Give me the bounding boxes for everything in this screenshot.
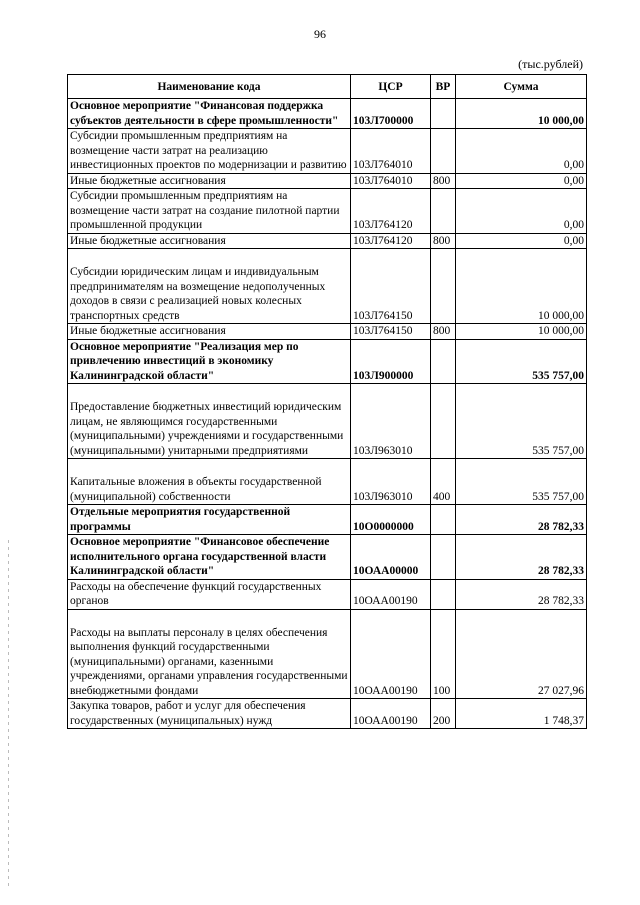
table-row xyxy=(68,699,587,729)
table-row xyxy=(68,459,587,505)
units-label: (тыс.рублей) xyxy=(518,57,583,71)
row-csr: 10ОАА00190 xyxy=(351,699,431,729)
table-row xyxy=(68,189,587,234)
row-sum: 0,00 xyxy=(456,173,587,189)
row-name: Капитальные вложения в объекты государственной (муниципальной) собственности xyxy=(68,459,351,505)
row-vr: 100 xyxy=(431,609,456,699)
row-csr: 103Л764010 xyxy=(351,129,431,174)
row-vr: 400 xyxy=(431,459,456,505)
row-csr: 103Л764120 xyxy=(351,233,431,249)
row-sum: 28 782,33 xyxy=(456,535,587,580)
table-row xyxy=(68,609,587,699)
row-name: Основное мероприятие "Финансовая поддержка субъектов деятельности в сфере промышленности" xyxy=(68,99,351,129)
row-csr: 103Л700000 xyxy=(351,99,431,129)
row-csr: 103Л764150 xyxy=(351,324,431,340)
row-name: Иные бюджетные ассигнования xyxy=(68,233,351,249)
row-vr xyxy=(431,579,456,609)
table-row xyxy=(68,173,587,189)
row-name: Основное мероприятие "Финансовое обеспечение исполнительного органа государственной власти Калининградской области" xyxy=(68,535,351,580)
row-name: Расходы на выплаты персоналу в целях обеспечения выполнения функций государственными (муниципальными) органами, казенными учреждениями, органами управления государственными внебюджетными фондами xyxy=(68,609,351,699)
row-name: Субсидии промышленным предприятиям на возмещение части затрат на создание пилотной партии промышленной продукции xyxy=(68,189,351,234)
row-csr: 10ОАА00190 xyxy=(351,579,431,609)
row-name: Иные бюджетные ассигнования xyxy=(68,173,351,189)
row-vr: 800 xyxy=(431,173,456,189)
scan-margin-line xyxy=(8,540,9,890)
row-sum: 28 782,33 xyxy=(456,505,587,535)
header-sum: Сумма xyxy=(456,75,587,99)
row-sum: 0,00 xyxy=(456,129,587,174)
row-csr: 10О0000000 xyxy=(351,505,431,535)
row-vr xyxy=(431,249,456,324)
row-sum: 10 000,00 xyxy=(456,99,587,129)
row-name: Иные бюджетные ассигнования xyxy=(68,324,351,340)
table-row xyxy=(68,129,587,174)
row-sum: 0,00 xyxy=(456,189,587,234)
row-sum: 535 757,00 xyxy=(456,459,587,505)
row-sum: 535 757,00 xyxy=(456,384,587,459)
row-vr xyxy=(431,129,456,174)
row-sum: 0,00 xyxy=(456,233,587,249)
row-name: Отдельные мероприятия государственной программы xyxy=(68,505,351,535)
header-csr: ЦСР xyxy=(351,75,431,99)
table-row xyxy=(68,249,587,324)
table-row xyxy=(68,233,587,249)
row-name: Основное мероприятие "Реализация мер по привлечению инвестиций в экономику Калининградской области" xyxy=(68,339,351,384)
row-sum: 27 027,96 xyxy=(456,609,587,699)
row-csr: 10ОАА00190 xyxy=(351,609,431,699)
table-row xyxy=(68,505,587,535)
row-name: Закупка товаров, работ и услуг для обеспечения государственных (муниципальных) нужд xyxy=(68,699,351,729)
row-sum: 10 000,00 xyxy=(456,324,587,340)
row-vr xyxy=(431,505,456,535)
row-vr xyxy=(431,339,456,384)
row-name: Предоставление бюджетных инвестиций юридическим лицам, не являющимся государственными (муниципальными) учреждениями и государственными (муниципальными) унитарными предприятиями xyxy=(68,384,351,459)
row-csr: 10ОАА00000 xyxy=(351,535,431,580)
row-csr: 103Л764120 xyxy=(351,189,431,234)
page-number: 96 xyxy=(314,27,326,41)
header-name: Наименование кода xyxy=(68,75,351,99)
row-vr xyxy=(431,99,456,129)
table-header-row xyxy=(68,75,587,99)
row-vr xyxy=(431,535,456,580)
row-csr: 103Л764150 xyxy=(351,249,431,324)
table-row xyxy=(68,339,587,384)
table-row xyxy=(68,384,587,459)
row-vr xyxy=(431,384,456,459)
row-name: Расходы на обеспечение функций государственных органов xyxy=(68,579,351,609)
table-row xyxy=(68,535,587,580)
table-row xyxy=(68,324,587,340)
row-sum: 10 000,00 xyxy=(456,249,587,324)
row-sum: 535 757,00 xyxy=(456,339,587,384)
row-vr: 200 xyxy=(431,699,456,729)
row-csr: 103Л900000 xyxy=(351,339,431,384)
row-name: Субсидии юридическим лицам и индивидуальным предпринимателям на возмещение недополученных доходов в связи с реализацией новых колесных транспортных средств xyxy=(68,249,351,324)
budget-table xyxy=(67,74,587,729)
table-row xyxy=(68,579,587,609)
row-csr: 103Л963010 xyxy=(351,384,431,459)
row-sum: 28 782,33 xyxy=(456,579,587,609)
table-row xyxy=(68,99,587,129)
row-sum: 1 748,37 xyxy=(456,699,587,729)
row-csr: 103Л764010 xyxy=(351,173,431,189)
header-vr: ВР xyxy=(431,75,456,99)
row-vr: 800 xyxy=(431,324,456,340)
row-vr: 800 xyxy=(431,233,456,249)
row-name: Субсидии промышленным предприятиям на возмещение части затрат на реализацию инвестиционных проектов по модернизации и развитию xyxy=(68,129,351,174)
row-vr xyxy=(431,189,456,234)
row-csr: 103Л963010 xyxy=(351,459,431,505)
